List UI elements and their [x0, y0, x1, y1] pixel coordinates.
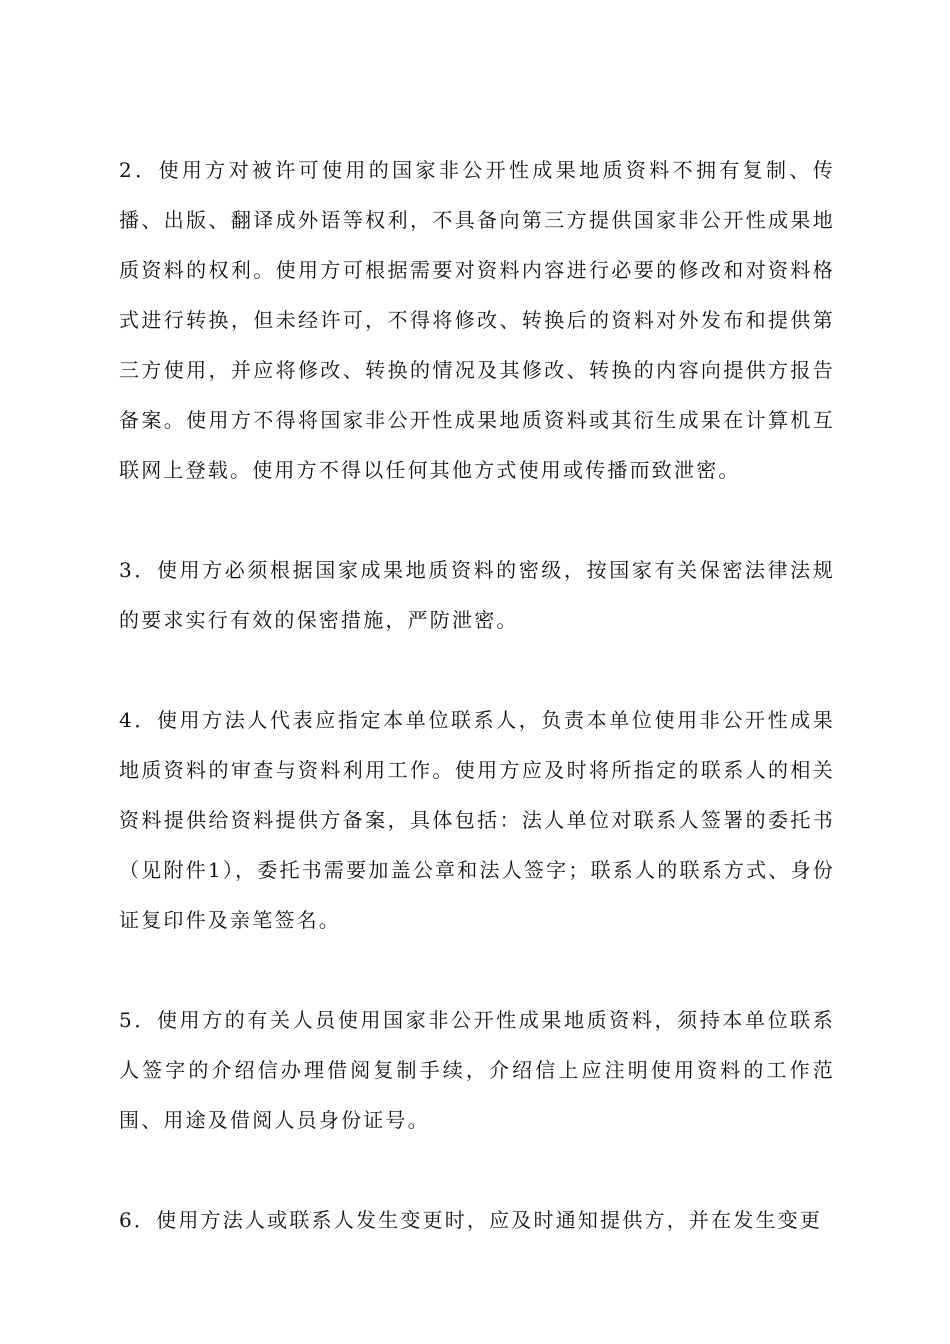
document-body — [119, 145, 835, 1245]
clause-2-paragraph: 2．使用方对被许可使用的国家非公开性成果地质资料不拥有复制、传播、出版、翻译成外语等权利，不具备向第三方提供国家非公开性成果地质资料的权利。使用方可根据需要对资料内容进行必要的修改和对资料格式进行转换，但未经许可，不得将修改、转换后的资料对外发布和提供第三方使用，并应将修改、转换的情况及其修改、转换的内容向提供方报告备案。使用方不得将国家非公开性成果地质资料或其衍生成果在计算机互联网上登载。使用方不得以任何其他方式使用或传播而致泄密。 — [119, 158, 835, 482]
clause-3-paragraph: 3．使用方必须根据国家成果地质资料的密级，按国家有关保密法律法规的要求实行有效的保密措施，严防泄密。 — [119, 558, 835, 632]
clause-5-paragraph: 5．使用方的有关人员使用国家非公开性成果地质资料，须持本单位联系人签字的介绍信办理借阅复制手续，介绍信上应注明使用资料的工作范围、用途及借阅人员身份证号。 — [119, 1008, 835, 1132]
clause-6-paragraph: 6．使用方法人或联系人发生变更时，应及时通知提供方，并在发生变更 — [119, 1208, 823, 1232]
clause-4-paragraph: 4．使用方法人代表应指定本单位联系人，负责本单位使用非公开性成果地质资料的审查与资料利用工作。使用方应及时将所指定的联系人的相关资料提供给资料提供方备案，具体包括：法人单位对联系人签署的委托书（见附件1），委托书需要加盖公章和法人签字；联系人的联系方式、身份证复印件及亲笔签名。 — [119, 708, 835, 932]
